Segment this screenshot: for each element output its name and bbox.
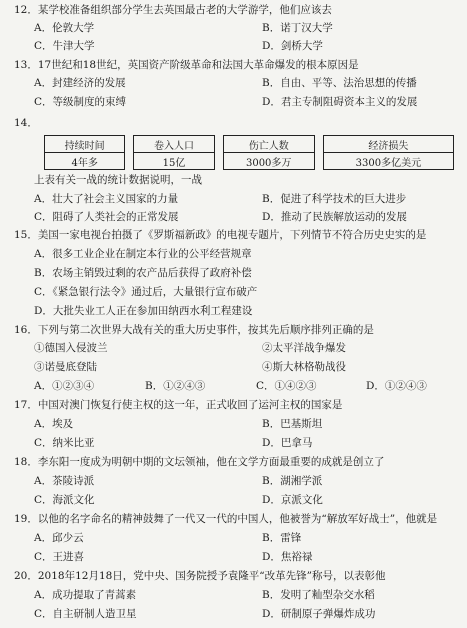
question-16-event-2: ②太平洋战争爆发 — [262, 342, 346, 354]
question-13-option-b: B．自由、平等、法治思想的传播 — [262, 77, 417, 89]
table-row — [45, 153, 454, 170]
question-12-option-c: C．牛津大学 — [34, 40, 95, 52]
table-cell: 15亿 — [134, 153, 214, 170]
question-14-option-b: B．促进了科学技术的巨大进步 — [262, 193, 407, 205]
question-16-option-a: A．①②③④ — [34, 380, 95, 392]
question-18-option-c: C．海派文化 — [34, 494, 95, 506]
question-13-option-c: C．等级制度的束缚 — [34, 96, 127, 108]
question-20-option-c: C．自主研制人造卫星 — [34, 608, 137, 620]
question-15-stem: 15．美国一家电视台拍摄了《罗斯福新政》的电视专题片，下列情节不符合历史史实的是 — [14, 229, 427, 241]
question-18-option-a: A．茶陵诗派 — [34, 475, 95, 487]
question-19-stem: 19．以他的名字命名的精神鼓舞了一代又一代的中国人，他被誉为“解放军好战士”，他就是 — [14, 513, 438, 525]
question-14-option-d: D．推动了民族解放运动的发展 — [262, 211, 407, 223]
question-20-option-d: D．研制原子弹爆炸成功 — [262, 608, 376, 620]
question-20-stem: 20．2018年12月18日，党中央、国务院授予袁隆平“改革先锋”称号，以表彰他 — [14, 570, 386, 582]
question-19-option-b: B．雷锋 — [262, 532, 302, 544]
table-header-cell: 卷入人口 — [134, 136, 214, 153]
table-header-cell: 伤亡人数 — [223, 136, 314, 153]
question-17-stem: 17．中国对澳门恢复行使主权的这一年，正式收回了运河主权的国家是 — [14, 399, 343, 411]
question-15-option-b: B．农场主销毁过剩的农产品后获得了政府补偿 — [34, 267, 252, 279]
question-17-option-a: A．埃及 — [34, 418, 74, 430]
question-16-event-1: ①德国入侵波兰 — [34, 342, 108, 354]
question-19-option-a: A．邱少云 — [34, 532, 84, 544]
question-18-option-b: B．湖湘学派 — [262, 475, 323, 487]
table-cell: 3000多万 — [223, 153, 314, 170]
question-15-option-a: A．很多工业企业在制定本行业的公平经营规章 — [34, 248, 252, 260]
question-13-option-d: D．君主专制阻碍资本主义的发展 — [262, 96, 418, 108]
question-13-option-a: A．封建经济的发展 — [34, 77, 126, 89]
question-12-stem: 12．某学校准备组织部分学生去英国最古老的大学游学，他们应该去 — [14, 4, 332, 16]
question-14-option-c: C．阻碍了人类社会的正常发展 — [34, 211, 179, 223]
question-16-option-c: C．①④②③ — [256, 380, 317, 392]
question-19-option-c: C．王进喜 — [34, 551, 85, 563]
question-12-option-a: A．伦敦大学 — [34, 22, 95, 34]
table-header-row — [45, 136, 454, 153]
question-18-stem: 18．李东阳一度成为明朝中期的文坛领袖，他在文学方面最重要的成就是创立了 — [14, 456, 385, 468]
question-20-option-b: B．发明了籼型杂交水稻 — [262, 589, 375, 601]
question-15-option-d: D．大批失业工人正在参加田纳西水利工程建设 — [34, 305, 253, 317]
question-14-option-a: A．壮大了社会主义国家的力量 — [34, 193, 179, 205]
question-17-option-c: C．纳米比亚 — [34, 437, 95, 449]
question-15-option-c: C．《紧急银行法令》通过后，大量银行宣布破产 — [34, 286, 258, 298]
question-16-event-4: ④斯大林格勒战役 — [262, 361, 346, 373]
question-12-option-b: B．诺丁汉大学 — [262, 22, 333, 34]
table-cell: 4年多 — [45, 153, 125, 170]
question-13-stem: 13．17世纪和18世纪，英国资产阶级革命和法国大革命爆发的根本原因是 — [14, 59, 359, 71]
question-19-option-d: D．焦裕禄 — [262, 551, 313, 563]
question-17-option-b: B．巴基斯坦 — [262, 418, 323, 430]
question-12-option-d: D．剑桥大学 — [262, 40, 323, 52]
question-18-option-d: D．京派文化 — [262, 494, 323, 506]
question-17-option-d: D．巴拿马 — [262, 437, 313, 449]
question-16-event-3: ③诺曼底登陆 — [34, 361, 97, 373]
table-header-cell: 经济损失 — [323, 136, 453, 153]
question-16-stem: 16．下列与第二次世界大战有关的重大历史事件，按其先后顺序排列正确的是 — [14, 324, 374, 336]
question-16-option-d: D．①②④③ — [366, 380, 427, 392]
question-14-stem: 上表有关一战的统计数据说明，一战 — [34, 174, 202, 186]
war-statistics-table — [44, 135, 454, 170]
table-header-cell: 持续时间 — [45, 136, 125, 153]
table-cell: 3300多亿美元 — [323, 153, 453, 170]
question-20-option-a: A．成功提取了青蒿素 — [34, 589, 137, 601]
question-16-option-b: B．①②④③ — [145, 380, 206, 392]
question-14-number: 14． — [14, 117, 38, 129]
